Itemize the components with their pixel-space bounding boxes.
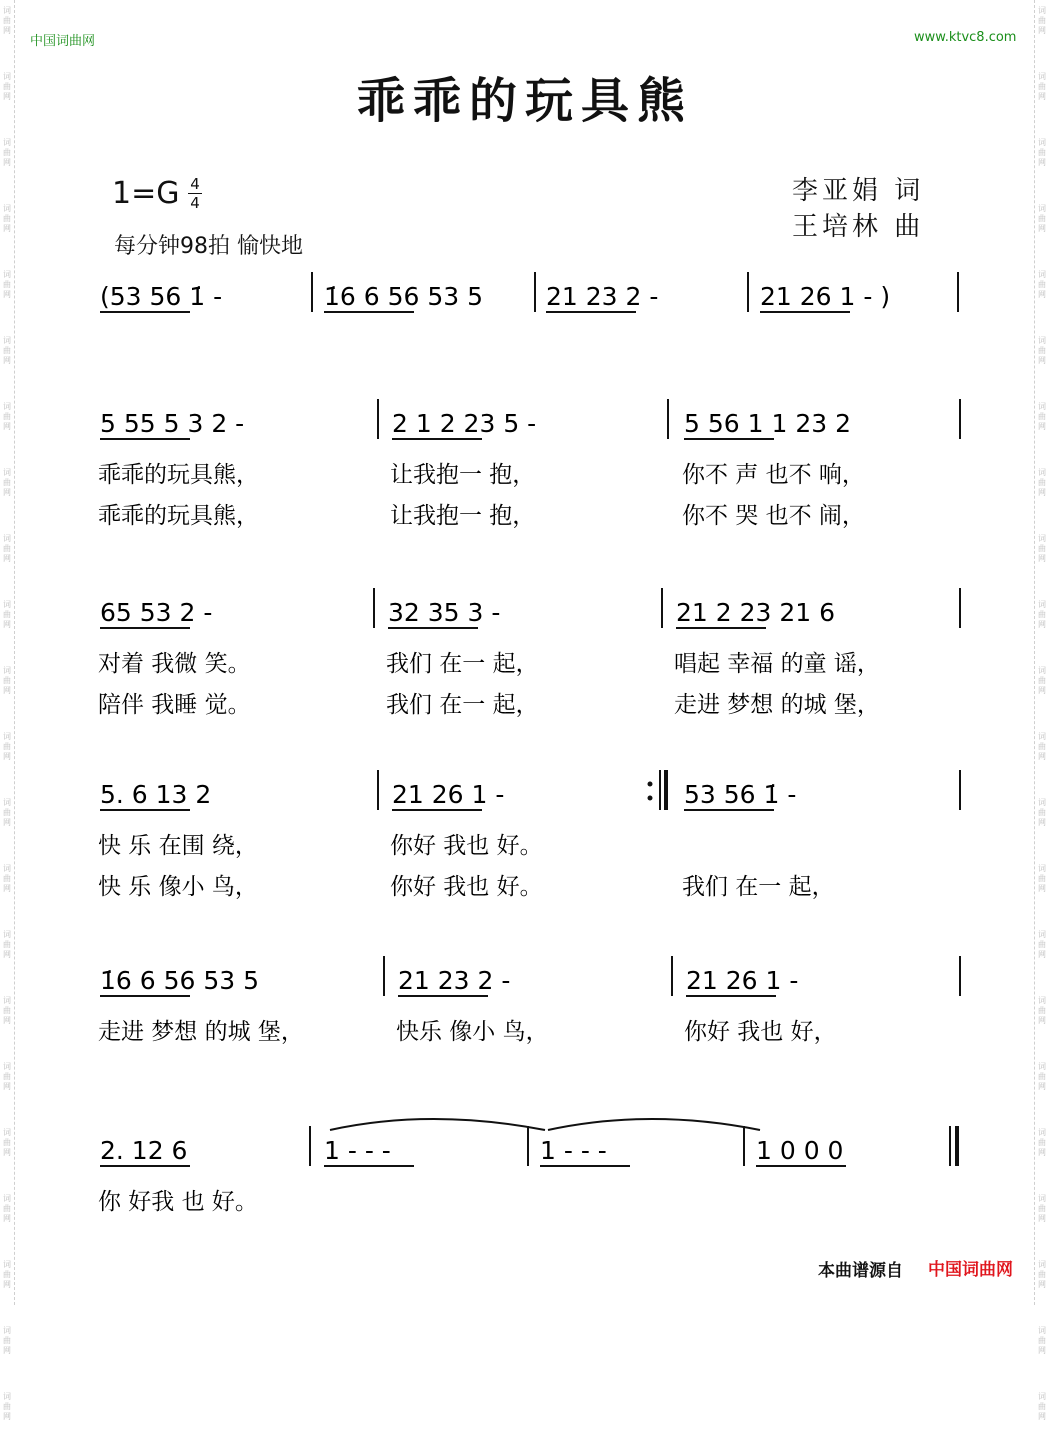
lyric-line: 快 乐 在围 绕，: [98, 833, 258, 859]
composer-credit: 王培林 曲: [792, 212, 925, 242]
lyric-line: 乖乖的玩具熊，: [98, 503, 259, 529]
time-signature-bottom: 4: [190, 194, 200, 212]
lyric-line: 走进 梦想 的城 堡，: [98, 1019, 304, 1045]
lyric-line: 我们 在一 起，: [682, 874, 835, 900]
tie-arc: [330, 1119, 545, 1130]
measure-notes: 5 55 5 3 2 -: [100, 409, 245, 438]
site-name-left: 中国词曲网: [30, 34, 96, 49]
time-signature-top: 4: [190, 175, 200, 193]
tempo-marking: 每分钟98拍 愉快地: [114, 234, 303, 259]
lyric-line: 对着 我微 笑。: [98, 651, 251, 677]
measure-notes: 21 26 1 - ): [760, 282, 891, 311]
lyric-line: 让我抱一 抱，: [390, 462, 536, 488]
measure-notes: 5. 6 13 2: [100, 780, 212, 809]
measure-notes: 2. 12 6: [100, 1136, 188, 1165]
lyric-line: 快乐 像小 鸟，: [396, 1019, 549, 1045]
lyric-line: 你好 我也 好。: [390, 874, 543, 900]
lyric-line: 我们 在一 起，: [386, 651, 539, 677]
footer-source-site: 中国词曲网: [928, 1260, 1013, 1280]
tie-arc: [548, 1119, 760, 1130]
lyric-line: 让我抱一 抱，: [390, 503, 536, 529]
lyric-line: 乖乖的玩具熊，: [98, 462, 259, 488]
left-margin-watermark: 词 曲 网 词 曲 网 词 曲 网 词 曲 网 词 曲 网 词 曲 网 词 曲 网 词 曲 网 词 曲 网 词 曲 网 词 曲 网 词 曲 网 词 曲 网 词 曲 网 词 曲 网 词 曲 网 词 曲 网 词 曲 网 词 曲 网 词 曲 网 词 曲 网 词 曲 网: [0, 0, 15, 1305]
measure-notes: 21 26 1 -: [686, 966, 799, 995]
lyric-line: 你不 声 也不 响，: [682, 462, 865, 488]
lyric-line: 快 乐 像小 鸟，: [98, 874, 258, 900]
key-signature: 1=G: [112, 176, 180, 211]
measure-notes: 21 23 2 -: [398, 966, 511, 995]
measure-notes: 5 56 1 1 23 2: [684, 409, 851, 438]
measure-notes: 53 56 1̇ -: [684, 780, 797, 809]
lyric-line: 你 好我 也 好。: [98, 1189, 258, 1215]
measure-notes: 32 35 3 -: [388, 598, 501, 627]
measure-notes: (53 56 1̇ -: [100, 282, 223, 311]
song-title: 乖乖的玩具熊: [356, 73, 693, 129]
lyric-line: 陪伴 我睡 觉。: [98, 692, 251, 718]
lyric-line: 你好 我也 好。: [390, 833, 543, 859]
repeat-dot: [648, 796, 653, 801]
lyricist-credit: 李亚娟 词: [792, 176, 925, 206]
site-url-right: www.ktvc8.com: [914, 30, 1017, 45]
measure-notes: 1̇6 6 56 53 5: [100, 966, 260, 995]
measure-notes: 1 - - -: [540, 1136, 607, 1165]
measure-notes: 21 26 1 -: [392, 780, 505, 809]
lyric-line: 你好 我也 好，: [684, 1019, 837, 1045]
lyric-line: 我们 在一 起，: [386, 692, 539, 718]
measure-notes: 65 53 2 -: [100, 598, 213, 627]
lyric-line: 唱起 幸福 的童 谣，: [674, 651, 880, 677]
measure-notes: 21 23 2 -: [546, 282, 659, 311]
lyric-line: 你不 哭 也不 闹，: [682, 503, 865, 529]
measure-notes: 1 - - -: [324, 1136, 391, 1165]
measure-notes: 21 2 23 21 6: [676, 598, 836, 627]
right-margin-watermark: 词 曲 网 词 曲 网 词 曲 网 词 曲 网 词 曲 网 词 曲 网 词 曲 网 词 曲 网 词 曲 网 词 曲 网 词 曲 网 词 曲 网 词 曲 网 词 曲 网 词 曲 网 词 曲 网 词 曲 网 词 曲 网 词 曲 网 词 曲 网 词 曲 网 词 曲 网: [1034, 0, 1049, 1305]
measure-notes: 2 1 2 23 5 -: [392, 409, 537, 438]
footer-source-label: 本曲谱源自: [818, 1261, 903, 1281]
measure-notes: 1̇6 6 56 53 5: [324, 282, 484, 311]
lyric-line: 走进 梦想 的城 堡，: [674, 692, 880, 718]
measure-notes: 1 0 0 0: [756, 1136, 844, 1165]
repeat-dot: [648, 782, 653, 787]
